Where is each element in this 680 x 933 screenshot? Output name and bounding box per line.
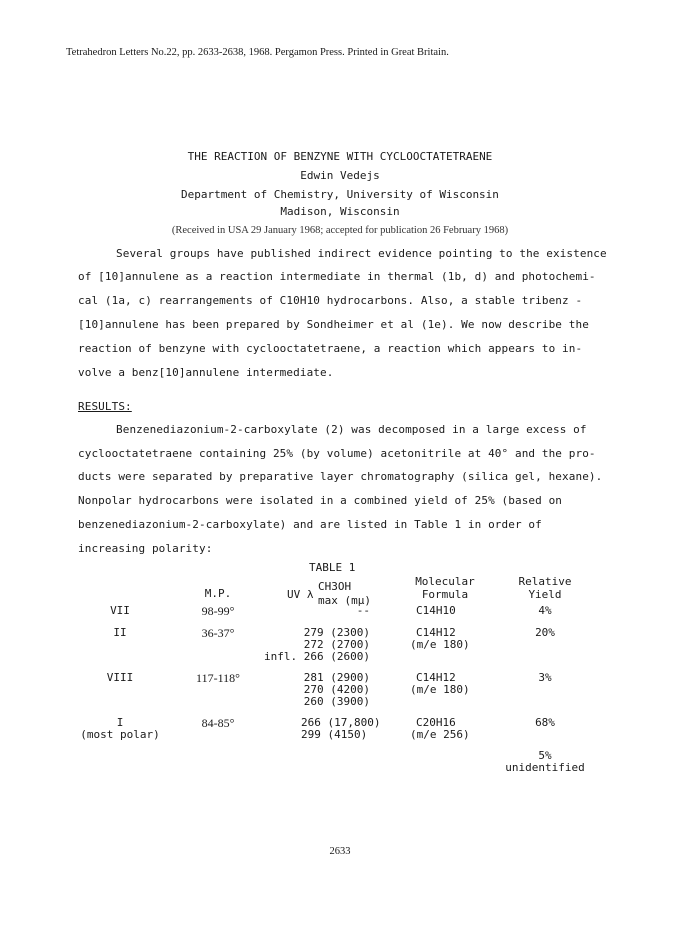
intro-line: volve a benz[10]annulene intermediate. [78, 366, 334, 379]
header-mp: M.P. [204, 587, 232, 600]
compound-label: VII [110, 604, 130, 617]
mass-value: (m/e 180) [410, 638, 470, 651]
header-yield-bottom: Yield [528, 588, 562, 601]
relative-yield: 20% [535, 626, 555, 639]
melting-point: 84-85° [201, 716, 235, 730]
intro-line: Several groups have published indirect evidence pointing to the existence [116, 247, 607, 260]
author-location: Madison, Wisconsin [280, 205, 400, 218]
compound-label: VIII [106, 671, 134, 684]
uv-value: 279 (2300) [303, 626, 370, 639]
unidentified-yield: 5% [538, 749, 552, 762]
table-caption: TABLE 1 [309, 561, 356, 574]
uv-value: -- [356, 604, 370, 617]
melting-point: 36-37° [201, 626, 235, 640]
molecular-formula: C20H16 [416, 716, 456, 729]
header-yield-top: Relative [518, 575, 572, 588]
uv-value: 260 (3900) [303, 695, 370, 708]
molecular-formula: C14H10 [416, 604, 456, 617]
uv-value: 299 (4150) [301, 728, 368, 741]
melting-point: 98-99° [201, 604, 235, 618]
relative-yield: 3% [538, 671, 552, 684]
compound-note: (most polar) [80, 728, 160, 741]
compound-label: I [116, 716, 124, 729]
results-line: Nonpolar hydrocarbons were isolated in a combined yield of 25% (based on [78, 494, 563, 507]
header-uv-top: CH3OH [318, 580, 352, 593]
molecular-formula: C14H12 [416, 671, 456, 684]
results-line: Benzenediazonium-2-carboxylate (2) was decomposed in a large excess of [116, 423, 587, 436]
header-formula-top: Molecular [415, 575, 475, 588]
melting-point: 117-118° [196, 671, 240, 685]
relative-yield: 68% [535, 716, 555, 729]
mass-value: (m/e 180) [410, 683, 470, 696]
header-uv-prefix: UV λ [287, 588, 314, 601]
compound-label: II [113, 626, 127, 639]
uv-value: 266 (17,800) [301, 716, 381, 729]
mass-value: (m/e 256) [410, 728, 470, 741]
running-head: Tetrahedron Letters No.22, pp. 2633-2638, 1968. Pergamon Press. Printed in Great Britain. [66, 47, 449, 58]
header-formula-bottom: Formula [421, 588, 469, 601]
article-title: THE REACTION OF BENZYNE WITH CYCLOOCTATETRAENE [187, 150, 493, 163]
results-line: cyclooctatetraene containing 25% (by volume) acetonitrile at 40° and the pro- [78, 447, 596, 460]
relative-yield: 4% [538, 604, 552, 617]
uv-value: infl. 266 (2600) [264, 650, 370, 663]
results-line: increasing polarity: [78, 542, 213, 555]
intro-line: [10]annulene has been prepared by Sondheimer et al (1e). We now describe the [78, 318, 589, 331]
intro-line: reaction of benzyne with cyclooctatetraene, a reaction which appears to in- [78, 342, 583, 355]
intro-line: of [10]annulene as a reaction intermediate in thermal (1b, d) and photochemi- [78, 270, 596, 283]
header-uv-bottom: max (mμ) [318, 594, 371, 607]
unidentified-label: unidentified [505, 761, 585, 774]
intro-line: cal (1a, c) rearrangements of C10H10 hydrocarbons. Also, a stable tribenz - [78, 294, 583, 307]
results-line: benzenediazonium-2-carboxylate) and are listed in Table 1 in order of [78, 518, 542, 531]
results-line: ducts were separated by preparative layer chromatography (silica gel, hexane). [78, 470, 603, 483]
uv-value: 272 (2700) [303, 638, 370, 651]
uv-value: 281 (2900) [303, 671, 370, 684]
author-affiliation: Department of Chemistry, University of Wisconsin [181, 188, 499, 201]
author-name: Edwin Vedejs [300, 169, 380, 182]
results-heading: RESULTS: [78, 400, 132, 413]
molecular-formula: C14H12 [416, 626, 456, 639]
page-number: 2633 [329, 846, 351, 857]
uv-value: 270 (4200) [303, 683, 370, 696]
received-dateline: (Received in USA 29 January 1968; accepted for publication 26 February 1968) [171, 225, 509, 236]
